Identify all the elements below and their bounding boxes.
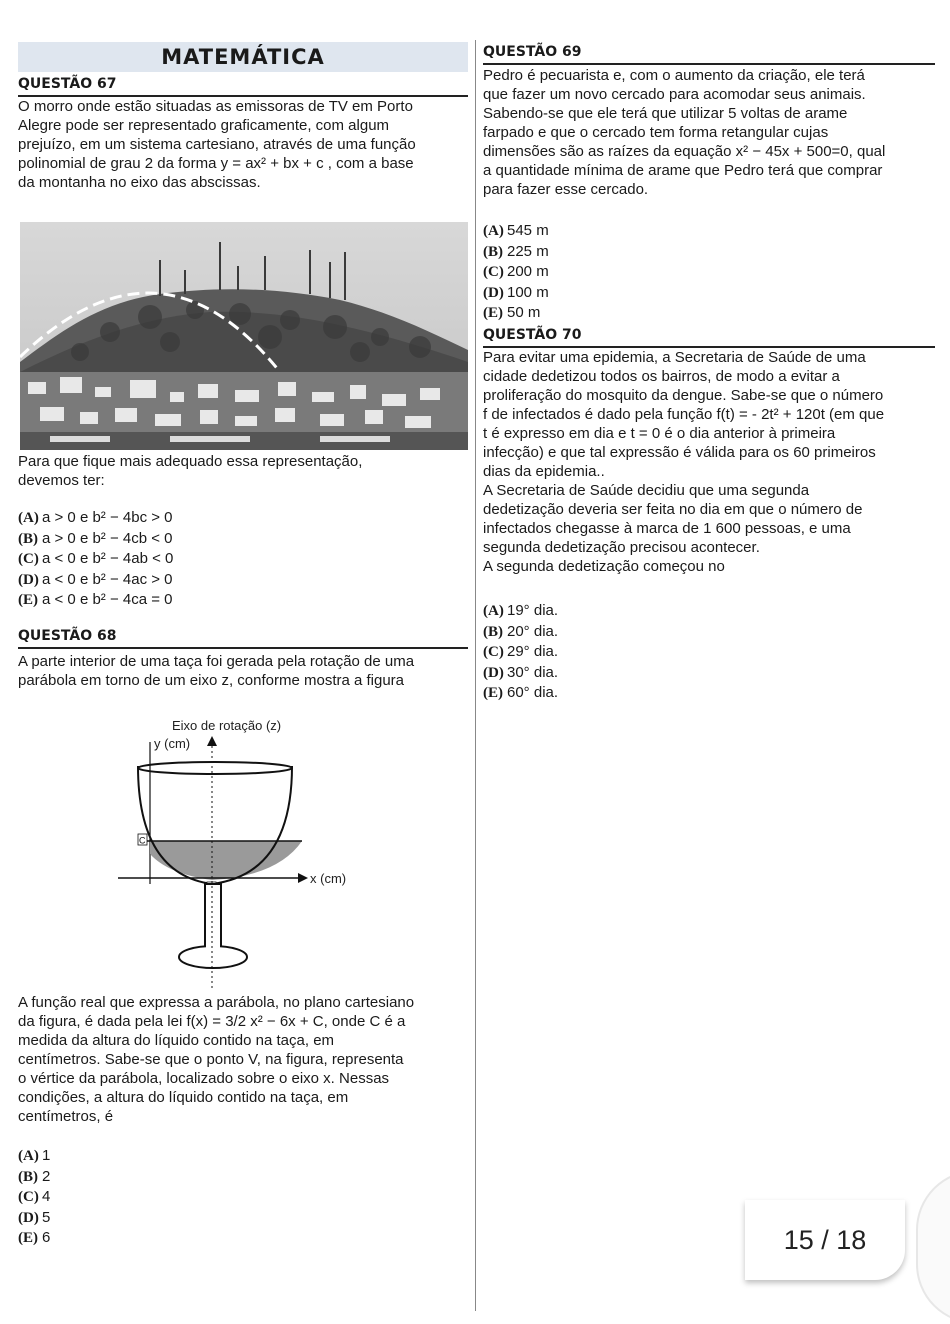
text-line: dedetização deveria ser feita no dia em que o número de (483, 501, 863, 518)
q69-statement (483, 66, 933, 199)
text-line: condições, a altura do líquido contido na taça, em (18, 1089, 349, 1106)
z-axis-arrowhead (207, 736, 217, 746)
text-line: a quantidade mínima de arame que Pedro terá que comprar (483, 162, 883, 179)
option-letter: (A) (18, 510, 39, 526)
text-line: cidade dedetizou todos os bairros, de modo a evitar a (483, 368, 840, 385)
option-item[interactable] (483, 642, 558, 663)
option-item[interactable] (483, 242, 549, 263)
option-item[interactable] (483, 622, 558, 643)
option-letter: (C) (18, 551, 39, 567)
text-line: dias da epidemia.. (483, 463, 605, 480)
axis-title: Eixo de rotação (z) (172, 718, 282, 733)
option-item[interactable] (18, 1228, 50, 1249)
column-divider (475, 40, 476, 1311)
option-item[interactable] (483, 303, 549, 324)
q68-heading: QUESTÃO 68 (18, 628, 468, 649)
option-text: a < 0 e b² − 4ac > 0 (42, 570, 173, 588)
option-text: a < 0 e b² − 4ca = 0 (42, 591, 173, 608)
option-item[interactable] (18, 529, 173, 550)
option-letter: (B) (483, 623, 503, 640)
option-item[interactable] (18, 549, 173, 570)
text-line: segunda dedetização precisou acontecer. (483, 539, 760, 556)
text-line: O morro onde estão situadas as emissoras de TV em Porto (18, 98, 413, 115)
text-line: polinomial de grau 2 da forma y = ax² + bx + c , com a base (18, 155, 414, 172)
q68-statement (18, 993, 468, 1126)
option-text: 545 m (507, 222, 549, 239)
text-line: parábola em torno de um eixo z, conforme mostra a figura (18, 672, 405, 689)
option-text: 20° dia. (507, 622, 559, 640)
option-item[interactable] (18, 570, 173, 591)
q70-options (483, 601, 558, 704)
option-item[interactable] (483, 601, 558, 622)
text-line: A função real que expressa a parábola, no plano cartesiano (18, 994, 415, 1011)
text-line: centímetros, é (18, 1108, 114, 1125)
option-item[interactable] (483, 262, 549, 283)
text-line: o vértice da parábola, localizado sobre o eixo x. Nessas (18, 1070, 390, 1087)
text-line: da figura, é dada pela lei f(x) = 3/2 x² − 6x + C, onde C é a (18, 1013, 406, 1030)
option-item[interactable] (483, 683, 558, 704)
option-letter: (A) (483, 223, 504, 239)
option-letter: (C) (18, 1189, 39, 1205)
option-text: 50 m (507, 304, 541, 321)
option-text: 60° dia. (507, 684, 559, 701)
option-text: a > 0 e b² − 4bc > 0 (42, 509, 173, 526)
text-line: f de infectados é dado pela função f(t) = - 2t² + 120t (em que (483, 406, 885, 423)
option-item[interactable] (18, 1167, 50, 1188)
y-axis-label: y (cm) (154, 736, 191, 751)
option-item[interactable] (18, 1208, 50, 1229)
option-text: a < 0 e b² − 4ab < 0 (42, 550, 174, 567)
q67-prompt (18, 452, 468, 490)
option-letter: (C) (483, 264, 504, 280)
text-line: Pedro é pecuarista e, com o aumento da criação, ele terá (483, 67, 865, 84)
text-line: infecção) e que tal expressão é válida para os 60 primeiros (483, 444, 876, 461)
text-line: A Secretaria de Saúde decidiu que uma segunda (483, 482, 810, 499)
option-item[interactable] (18, 1187, 50, 1208)
morro-photo (20, 222, 468, 450)
text-line: A parte interior de uma taça foi gerada pela rotação de uma (18, 653, 415, 670)
option-letter: (C) (483, 644, 504, 660)
x-axis-label: x (cm) (310, 871, 347, 886)
option-text: a > 0 e b² − 4cb < 0 (42, 529, 173, 547)
text-line: para fazer esse cercado. (483, 181, 649, 198)
option-text: 19° dia. (507, 602, 559, 619)
option-letter: (D) (483, 664, 504, 681)
text-line: Para que fique mais adequado essa representação, (18, 453, 363, 470)
page-indicator: 15 / 18 (745, 1200, 905, 1280)
option-letter: (B) (18, 1168, 38, 1185)
option-letter: (A) (18, 1148, 39, 1164)
q70-statement (483, 348, 933, 576)
q69-heading: QUESTÃO 69 (483, 44, 935, 65)
liquid-fill (150, 841, 302, 880)
text-line: dimensões são as raízes da equação x² − 45x + 500=0, qual (483, 143, 886, 160)
text-line: infectados chegasse à marca de 1 600 pessoas, e uma (483, 520, 851, 537)
option-item[interactable] (483, 283, 549, 304)
scroll-edge-handle[interactable] (916, 1170, 950, 1324)
option-text: 225 m (507, 242, 549, 260)
text-line: devemos ter: (18, 472, 105, 489)
text-line: Para evitar uma epidemia, a Secretaria de Saúde de uma (483, 349, 866, 366)
option-letter: (B) (483, 243, 503, 260)
option-letter: (E) (18, 592, 38, 608)
option-item[interactable] (483, 663, 558, 684)
text-line: Sabendo-se que ele terá que utilizar 5 voltas de arame (483, 105, 848, 122)
text-line: que fazer um novo cercado para acomodar seus animais. (483, 86, 866, 103)
option-letter: (A) (483, 603, 504, 619)
bowl-rim (138, 762, 292, 774)
option-text: 1 (42, 1147, 51, 1164)
text-line: prejuízo, em um sistema cartesiano, através de uma função (18, 136, 416, 153)
option-letter: (E) (18, 1230, 38, 1246)
goblet-stem (205, 884, 221, 950)
text-line: da montanha no eixo das abscissas. (18, 174, 261, 191)
text-line: proliferação do mosquito da dengue. Sabe-se que o número (483, 387, 884, 404)
q67-heading: QUESTÃO 67 (18, 76, 468, 97)
q68-options (18, 1146, 50, 1249)
option-letter: (D) (483, 284, 504, 301)
q69-options (483, 221, 549, 324)
q68-intro (18, 652, 468, 690)
option-text: 2 (42, 1167, 51, 1185)
text-line: A segunda dedetização começou no (483, 558, 725, 575)
option-text: 6 (42, 1229, 51, 1246)
option-text: 4 (42, 1188, 51, 1205)
option-item[interactable] (18, 590, 173, 611)
text-line: farpado e que o cercado tem forma retangular cujas (483, 124, 829, 141)
option-letter: (E) (483, 685, 503, 701)
x-axis-arrowhead (298, 873, 308, 883)
option-text: 29° dia. (507, 643, 559, 660)
q67-statement (18, 97, 468, 192)
option-text: 100 m (507, 283, 549, 301)
text-line: Alegre pode ser representado graficamente, com algum (18, 117, 390, 134)
text-line: t é expresso em dia e t = 0 é o dia anterior à primeira (483, 425, 836, 442)
option-letter: (D) (18, 571, 39, 588)
option-letter: (D) (18, 1209, 39, 1226)
section-title: MATEMÁTICA (18, 42, 468, 72)
q67-options (18, 508, 173, 611)
option-item[interactable] (18, 508, 173, 529)
option-letter: (B) (18, 530, 38, 547)
goblet-figure (118, 714, 398, 990)
q70-heading: QUESTÃO 70 (483, 327, 935, 348)
option-item[interactable] (483, 221, 549, 242)
point-c-label: C (139, 835, 146, 846)
option-text: 5 (42, 1208, 51, 1226)
text-line: centímetros. Sabe-se que o ponto V, na figura, representa (18, 1051, 404, 1068)
option-item[interactable] (18, 1146, 50, 1167)
text-line: medida da altura do líquido contido na taça, em (18, 1032, 335, 1049)
option-text: 200 m (507, 263, 549, 280)
option-letter: (E) (483, 305, 503, 321)
option-text: 30° dia. (507, 663, 559, 681)
